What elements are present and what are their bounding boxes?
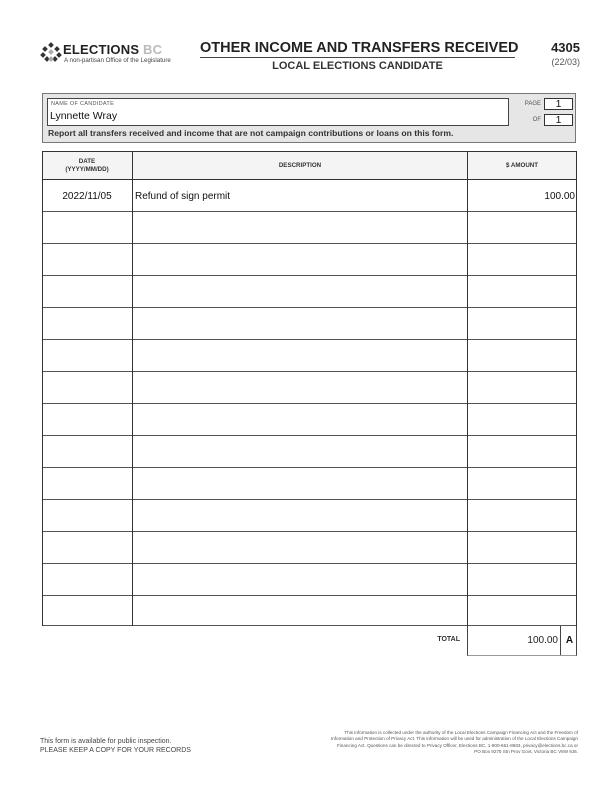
form-title: OTHER INCOME AND TRANSFERS RECEIVED xyxy=(200,40,519,56)
amount-cell[interactable] xyxy=(468,404,576,435)
amount-cell[interactable] xyxy=(468,468,576,499)
description-cell[interactable] xyxy=(135,564,465,595)
total-letter-code: A xyxy=(560,626,578,655)
date-cell[interactable] xyxy=(42,468,132,499)
amount-cell[interactable] xyxy=(468,372,576,403)
date-cell[interactable] xyxy=(42,340,132,371)
elections-bc-logo xyxy=(40,40,190,68)
header-amount: $ AMOUNT xyxy=(505,161,539,169)
description-cell[interactable] xyxy=(135,308,465,339)
table-row xyxy=(42,436,577,468)
date-cell[interactable] xyxy=(42,244,132,275)
amount-cell[interactable] xyxy=(468,596,576,627)
description-cell[interactable] xyxy=(135,276,465,307)
description-cell[interactable] xyxy=(135,212,465,243)
page-total-field[interactable]: 1 xyxy=(544,114,573,126)
header-date xyxy=(42,152,132,179)
amount-cell[interactable] xyxy=(468,308,576,339)
candidate-name-field[interactable] xyxy=(47,98,509,126)
description-cell[interactable] xyxy=(135,500,465,531)
amount-cell[interactable] xyxy=(468,500,576,531)
amount-cell[interactable] xyxy=(468,436,576,467)
description-cell[interactable] xyxy=(135,372,465,403)
date-cell[interactable] xyxy=(42,564,132,595)
table-row xyxy=(42,212,577,244)
logo-tagline: A non-partisan Office of the Legislature xyxy=(64,57,171,64)
description-cell[interactable] xyxy=(135,436,465,467)
date-cell[interactable] xyxy=(42,404,132,435)
total-field[interactable] xyxy=(467,626,577,656)
description-cell[interactable] xyxy=(135,244,465,275)
date-cell[interactable] xyxy=(42,436,132,467)
logo-word-bc: BC xyxy=(143,42,163,57)
logo-wordmark xyxy=(63,42,162,57)
logo-word-elections: ELECTIONS xyxy=(63,42,140,57)
public-notice-line1: This form is available for public inspection. xyxy=(40,738,172,745)
candidate-name-value: Lynnette Wray xyxy=(50,110,118,122)
form-instruction: Report all transfers received and income that are not campaign contributions or loans on this form. xyxy=(48,128,454,138)
description-cell[interactable]: Refund of sign permit xyxy=(135,191,231,202)
form-subtitle: LOCAL ELECTIONS CANDIDATE xyxy=(272,60,443,72)
income-table xyxy=(42,151,577,626)
page-label: PAGE xyxy=(524,101,541,107)
column-divider-date xyxy=(132,151,133,626)
table-row xyxy=(42,180,577,212)
date-cell[interactable] xyxy=(42,276,132,307)
table-row xyxy=(42,372,577,404)
page-of-label: OF xyxy=(532,117,541,123)
table-row xyxy=(42,596,577,626)
header-date-label: DATE xyxy=(78,157,96,165)
table-row xyxy=(42,244,577,276)
table-header xyxy=(42,151,577,180)
table-row xyxy=(42,308,577,340)
table-row xyxy=(42,500,577,532)
candidate-name-label: NAME OF CANDIDATE xyxy=(51,101,115,107)
table-row xyxy=(42,564,577,596)
amount-cell[interactable] xyxy=(468,564,576,595)
amount-cell[interactable]: 100.00 xyxy=(544,191,575,202)
table-row xyxy=(42,404,577,436)
date-cell[interactable] xyxy=(42,500,132,531)
description-cell[interactable] xyxy=(135,468,465,499)
table-row xyxy=(42,532,577,564)
amount-cell[interactable] xyxy=(468,340,576,371)
header-description: DESCRIPTION xyxy=(278,161,322,169)
date-cell[interactable] xyxy=(42,372,132,403)
amount-cell[interactable] xyxy=(468,276,576,307)
page-number-field[interactable]: 1 xyxy=(544,98,573,110)
public-inspection-notice xyxy=(40,737,191,755)
amount-cell[interactable] xyxy=(468,244,576,275)
public-notice-line2: PLEASE KEEP A COPY FOR YOUR RECORDS xyxy=(40,747,191,754)
table-row xyxy=(42,276,577,308)
header-date-format: (YYYY/MM/DD) xyxy=(65,165,109,173)
date-cell[interactable]: 2022/11/05 xyxy=(62,191,112,202)
total-value: 100.00 xyxy=(527,635,558,646)
column-divider-description xyxy=(467,151,468,626)
description-cell[interactable] xyxy=(135,340,465,371)
form-version: (22/03) xyxy=(551,57,580,67)
description-cell[interactable] xyxy=(135,404,465,435)
date-cell[interactable] xyxy=(42,212,132,243)
form-number: 4305 xyxy=(551,40,580,55)
date-cell[interactable] xyxy=(42,596,132,627)
amount-cell[interactable] xyxy=(468,212,576,243)
date-cell[interactable] xyxy=(42,308,132,339)
description-cell[interactable] xyxy=(135,532,465,563)
date-cell[interactable] xyxy=(42,532,132,563)
amount-cell[interactable] xyxy=(468,532,576,563)
table-row xyxy=(42,468,577,500)
table-border-right xyxy=(576,151,577,626)
total-label: TOTAL xyxy=(437,636,460,643)
table-row xyxy=(42,340,577,372)
logo-mark-icon xyxy=(40,42,62,64)
description-cell[interactable] xyxy=(135,596,465,627)
privacy-notice: This information is collected under the authority of the Local Elections Campaign Financing Act and the Freedom of Information and Protection of Privacy Act. This information will be used for administration of the Local Elections Campaign Financing Act. Questions can be directed to Privacy Officer, Elections BC, 1-800-661-8683, privacy@elections.bc.ca or PO Box 9275 Stn Prov Govt, Victoria BC V8W 9J6. xyxy=(330,730,578,754)
table-border-left xyxy=(42,151,43,626)
